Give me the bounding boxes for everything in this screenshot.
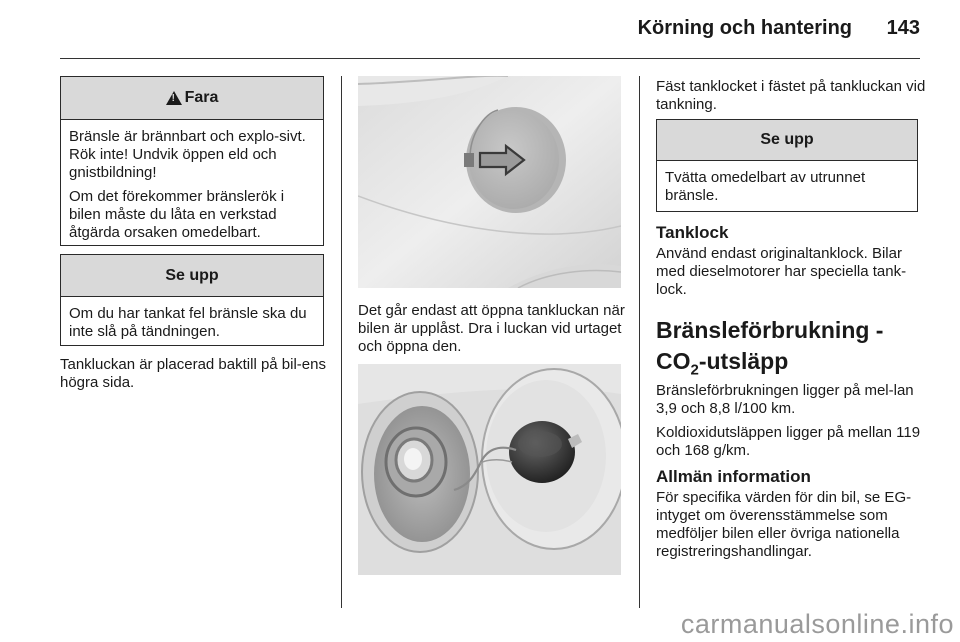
tanklock-heading: Tanklock [656, 223, 729, 242]
column-divider-right [639, 76, 640, 608]
caution-box-body: Tvätta omedelbart av utrunnet bränsle. [665, 169, 866, 204]
co-subscript: 2 [690, 361, 699, 379]
column-divider-left [341, 76, 342, 608]
co-text: CO [656, 348, 691, 374]
page-header-title: Körning och hantering [637, 17, 852, 39]
danger-paragraph: Om det förekommer bränslerök i bilen måste du låta en verkstad åtgärda orsaken omedelbart. [69, 188, 285, 241]
consumption-heading-line1: Bränsleförbrukning - [656, 317, 884, 343]
danger-box-title: Fara [184, 89, 219, 106]
tanklock-text: Använd endast originaltanklock. Bilar med dieselmotorer har speciella tank-lock. [656, 245, 907, 298]
caution-box-2 [656, 119, 918, 212]
danger-paragraph: Bränsle är brännbart och explo-sivt. Rök inte! Undvik öppen eld och gnistbildning! [69, 128, 306, 181]
consumption-heading-line2 [656, 346, 928, 386]
caution-box-header: Se upp [61, 255, 323, 297]
fuel-door-closed-illustration [358, 76, 621, 288]
danger-box [60, 76, 324, 246]
consumption-heading [656, 315, 928, 386]
danger-box-header [61, 77, 323, 120]
caution-box-1 [60, 254, 324, 346]
general-info-text: För specifika värden för din bil, se EG-intyget om överensstämmelse som medföljer bilen eller övriga nationella registreringshandlingar. [656, 489, 912, 560]
general-info-heading: Allmän information [656, 467, 811, 486]
watermark: carmanualsonline.info [680, 609, 954, 639]
warning-triangle-icon [166, 91, 182, 105]
caution-box-header: Se upp [657, 120, 917, 161]
attach-cap-text: Fäst tanklocket i fästet på tankluckan vid tankning. [656, 78, 926, 113]
danger-box-body [61, 120, 323, 248]
co2-text: Koldioxidutsläppen ligger på mellan 119 och 168 g/km. [656, 424, 921, 459]
fuel-door-location-text: Tankluckan är placerad baktill på bil-ens högra sida. [60, 356, 326, 391]
header-rule [60, 58, 920, 59]
fuel-door-closed-photo [358, 76, 621, 288]
consumption-text: Bränsleförbrukningen ligger på mel-lan 3,9 och 8,8 l/100 km. [656, 382, 914, 417]
caution-box-body: Om du har tankat fel bränsle ska du inte slå på tändningen. [69, 305, 307, 340]
fuel-cap-open-photo [358, 364, 621, 575]
page-number: 143 [886, 17, 920, 39]
fuel-door-caption: Det går endast att öppna tankluckan när bilen är upplåst. Dra i luckan vid urtaget och öppna den. [358, 302, 625, 355]
fuel-cap-open-illustration [358, 364, 621, 575]
emissions-text: -utsläpp [698, 348, 789, 374]
